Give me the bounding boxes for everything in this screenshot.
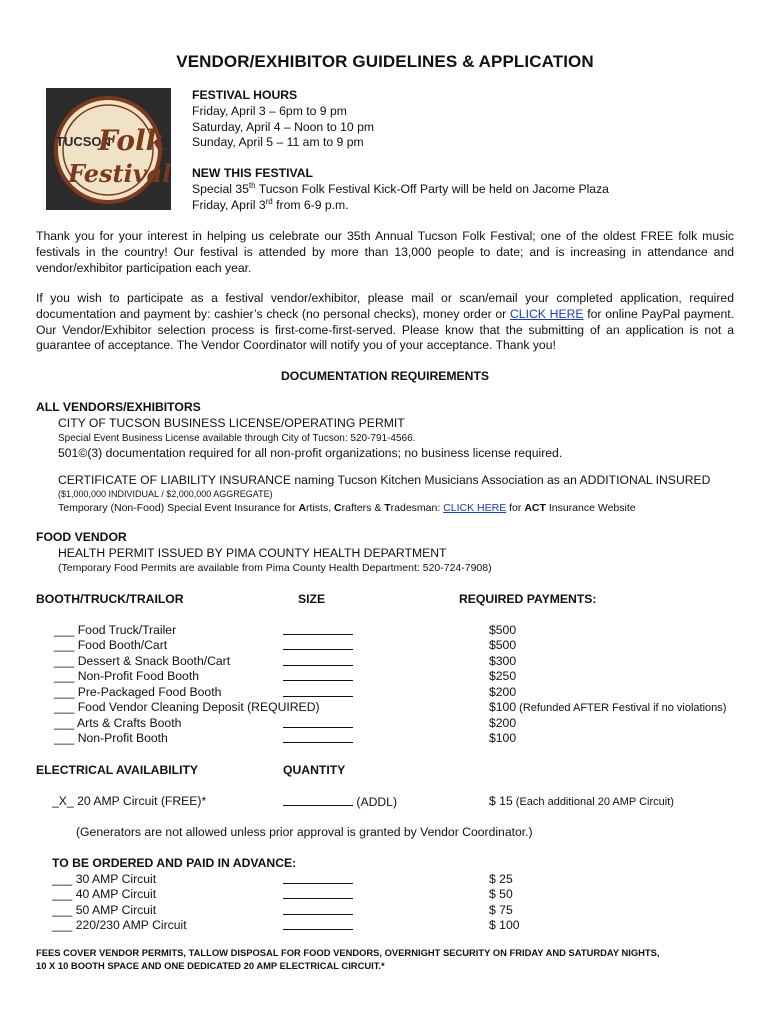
quantity-heading: QUANTITY (283, 763, 346, 777)
booth-option-arts-crafts[interactable]: ___ Arts & Crafts Booth (54, 716, 182, 730)
additional-circuit-field: (ADDL) (283, 794, 397, 811)
hours-line: Saturday, April 4 – Noon to 10 pm (192, 120, 375, 134)
booth-option-prepackaged[interactable]: ___ Pre-Packaged Food Booth (54, 685, 222, 699)
booth-price: $200 (489, 685, 517, 699)
health-permit-requirement: HEALTH PERMIT ISSUED BY PIMA COUNTY HEALTH DEPARTMENT (58, 546, 447, 560)
booth-option-nonprofit[interactable]: ___ Non-Profit Booth (54, 731, 168, 745)
tucson-folk-festival-logo (46, 88, 171, 210)
payments-column-header: REQUIRED PAYMENTS: (459, 592, 597, 606)
booth-option-food-truck[interactable]: ___ Food Truck/Trailer (54, 623, 177, 637)
booth-option-food-booth[interactable]: ___ Food Booth/Cart (54, 638, 168, 652)
new-festival-heading: NEW THIS FESTIVAL (192, 166, 313, 180)
size-field[interactable] (283, 731, 353, 743)
quantity-field[interactable] (283, 903, 353, 915)
size-field[interactable] (283, 623, 353, 635)
fees-note-line2: 10 X 10 BOOTH SPACE AND ONE DEDICATED 20 AMP ELECTRICAL CIRCUIT.* (36, 960, 385, 971)
quantity-field[interactable] (283, 872, 353, 884)
free-circuit-check[interactable]: _X_ (52, 794, 74, 808)
advance-price: $ 25 (489, 872, 513, 886)
booth-price: $250 (489, 669, 517, 683)
license-requirement: CITY OF TUCSON BUSINESS LICENSE/OPERATING PERMIT (58, 416, 405, 430)
advance-option-40amp[interactable]: ___ 40 AMP Circuit (52, 887, 157, 901)
all-vendors-heading: ALL VENDORS/EXHIBITORS (36, 400, 201, 414)
size-field[interactable] (283, 685, 353, 697)
logo-graphic (46, 88, 171, 210)
quantity-field[interactable] (283, 794, 353, 806)
free-circuit-line: _X_ 20 AMP Circuit (FREE)* (52, 794, 207, 808)
size-field[interactable] (283, 669, 353, 681)
participation-paragraph: If you wish to participate as a festival vendor/exhibitor, please mail or scan/email your completed application, required documentation and payment by: cashier’s check (no personal checks), money order or CLICK HERE for online PayPal payment. Our Vendor/Exhibitor selection process is first-come-first-served. Please know that the submitting of an application is not a guarantee of acceptance. The Vendor Coordinator will notify you of your acceptance. Thank you! (36, 291, 734, 353)
size-field[interactable] (283, 638, 353, 650)
logo-script-folk: Folk (98, 124, 166, 157)
advance-price: $ 75 (489, 903, 513, 917)
temporary-insurance-line: Temporary (Non-Food) Special Event Insurance for Artists, Crafters & Tradesman: CLICK HERE for ACT Insurance Website (58, 502, 636, 514)
insurance-requirement: CERTIFICATE OF LIABILITY INSURANCE naming Tucson Kitchen Musicians Association as an ADDITIONAL INSURED (58, 473, 711, 487)
advance-heading: TO BE ORDERED AND PAID IN ADVANCE: (52, 856, 297, 870)
license-note: Special Event Business License available through City of Tucson: 520-791-4566. (58, 433, 416, 444)
act-insurance-link[interactable]: CLICK HERE (443, 502, 507, 514)
quantity-field[interactable] (283, 918, 353, 930)
kickoff-line: Special 35th Tucson Folk Festival Kick-Off Party will be held on Jacome Plaza (192, 180, 609, 196)
fees-note-line1: FEES COVER VENDOR PERMITS, TALLOW DISPOSAL FOR FOOD VENDORS, OVERNIGHT SECURITY ON FRIDAY AND SATURDAY NIGHTS, (36, 947, 660, 958)
health-permit-note: (Temporary Food Permits are available from Pima County Health Department: 520-724-7908) (58, 562, 492, 574)
booth-option-cleaning-deposit[interactable]: ___ Food Vendor Cleaning Deposit (REQUIRED) (54, 700, 320, 714)
booth-column-header: BOOTH/TRUCK/TRAILOR (36, 592, 184, 606)
logo-top-text: TUCSON (56, 134, 111, 149)
intro-paragraph: Thank you for your interest in helping us celebrate our 35th Annual Tucson Folk Festival; one of the oldest FREE folk music festivals in the country! Our festival is attended by more than 13,000 people to date; and is increasing in attendance and vendor/exhibitor participation each year. (36, 229, 734, 275)
refund-note: (Refunded AFTER Festival if no violations) (516, 702, 727, 714)
nonprofit-requirement: 501©(3) documentation required for all non-profit organizations; no business license required. (58, 446, 563, 460)
advance-price: $ 100 (489, 918, 520, 932)
quantity-field[interactable] (283, 887, 353, 899)
hours-line: Friday, April 3 – 6pm to 9 pm (192, 104, 347, 118)
logo-script-festival: Festival (68, 159, 171, 188)
advance-option-50amp[interactable]: ___ 50 AMP Circuit (52, 903, 157, 917)
hours-line: Sunday, April 5 – 11 am to 9 pm (192, 135, 364, 149)
size-column-header: SIZE (298, 592, 326, 606)
booth-price: $300 (489, 654, 517, 668)
page-title: VENDOR/EXHIBITOR GUIDELINES & APPLICATION (176, 52, 594, 71)
electrical-heading: ELECTRICAL AVAILABILITY (36, 763, 199, 777)
booth-price: $200 (489, 716, 517, 730)
paypal-link[interactable]: CLICK HERE (510, 306, 584, 321)
hours-heading: FESTIVAL HOURS (192, 88, 298, 102)
food-vendor-heading: FOOD VENDOR (36, 530, 127, 544)
booth-option-nonprofit-food[interactable]: ___ Non-Profit Food Booth (54, 669, 199, 683)
advance-price: $ 50 (489, 887, 513, 901)
booth-price: $500 (489, 623, 517, 637)
size-field[interactable] (283, 654, 353, 666)
size-field[interactable] (283, 716, 353, 728)
insurance-amounts: ($1,000,000 INDIVIDUAL / $2,000,000 AGGREGATE) (58, 489, 273, 499)
booth-price: $100 (Refunded AFTER Festival if no violations) (489, 700, 727, 714)
kickoff-date-line: Friday, April 3rd from 6-9 p.m. (192, 196, 349, 212)
booth-option-dessert[interactable]: ___ Dessert & Snack Booth/Cart (54, 654, 231, 668)
booth-price: $500 (489, 638, 517, 652)
booth-price: $100 (489, 731, 517, 745)
additional-circuit-price: $ 15 (Each additional 20 AMP Circuit) (489, 794, 674, 808)
generators-note: (Generators are not allowed unless prior approval is granted by Vendor Coordinator.) (76, 825, 533, 839)
advance-option-220amp[interactable]: ___ 220/230 AMP Circuit (52, 918, 187, 932)
advance-option-30amp[interactable]: ___ 30 AMP Circuit (52, 872, 157, 886)
documentation-heading: DOCUMENTATION REQUIREMENTS (280, 369, 490, 383)
